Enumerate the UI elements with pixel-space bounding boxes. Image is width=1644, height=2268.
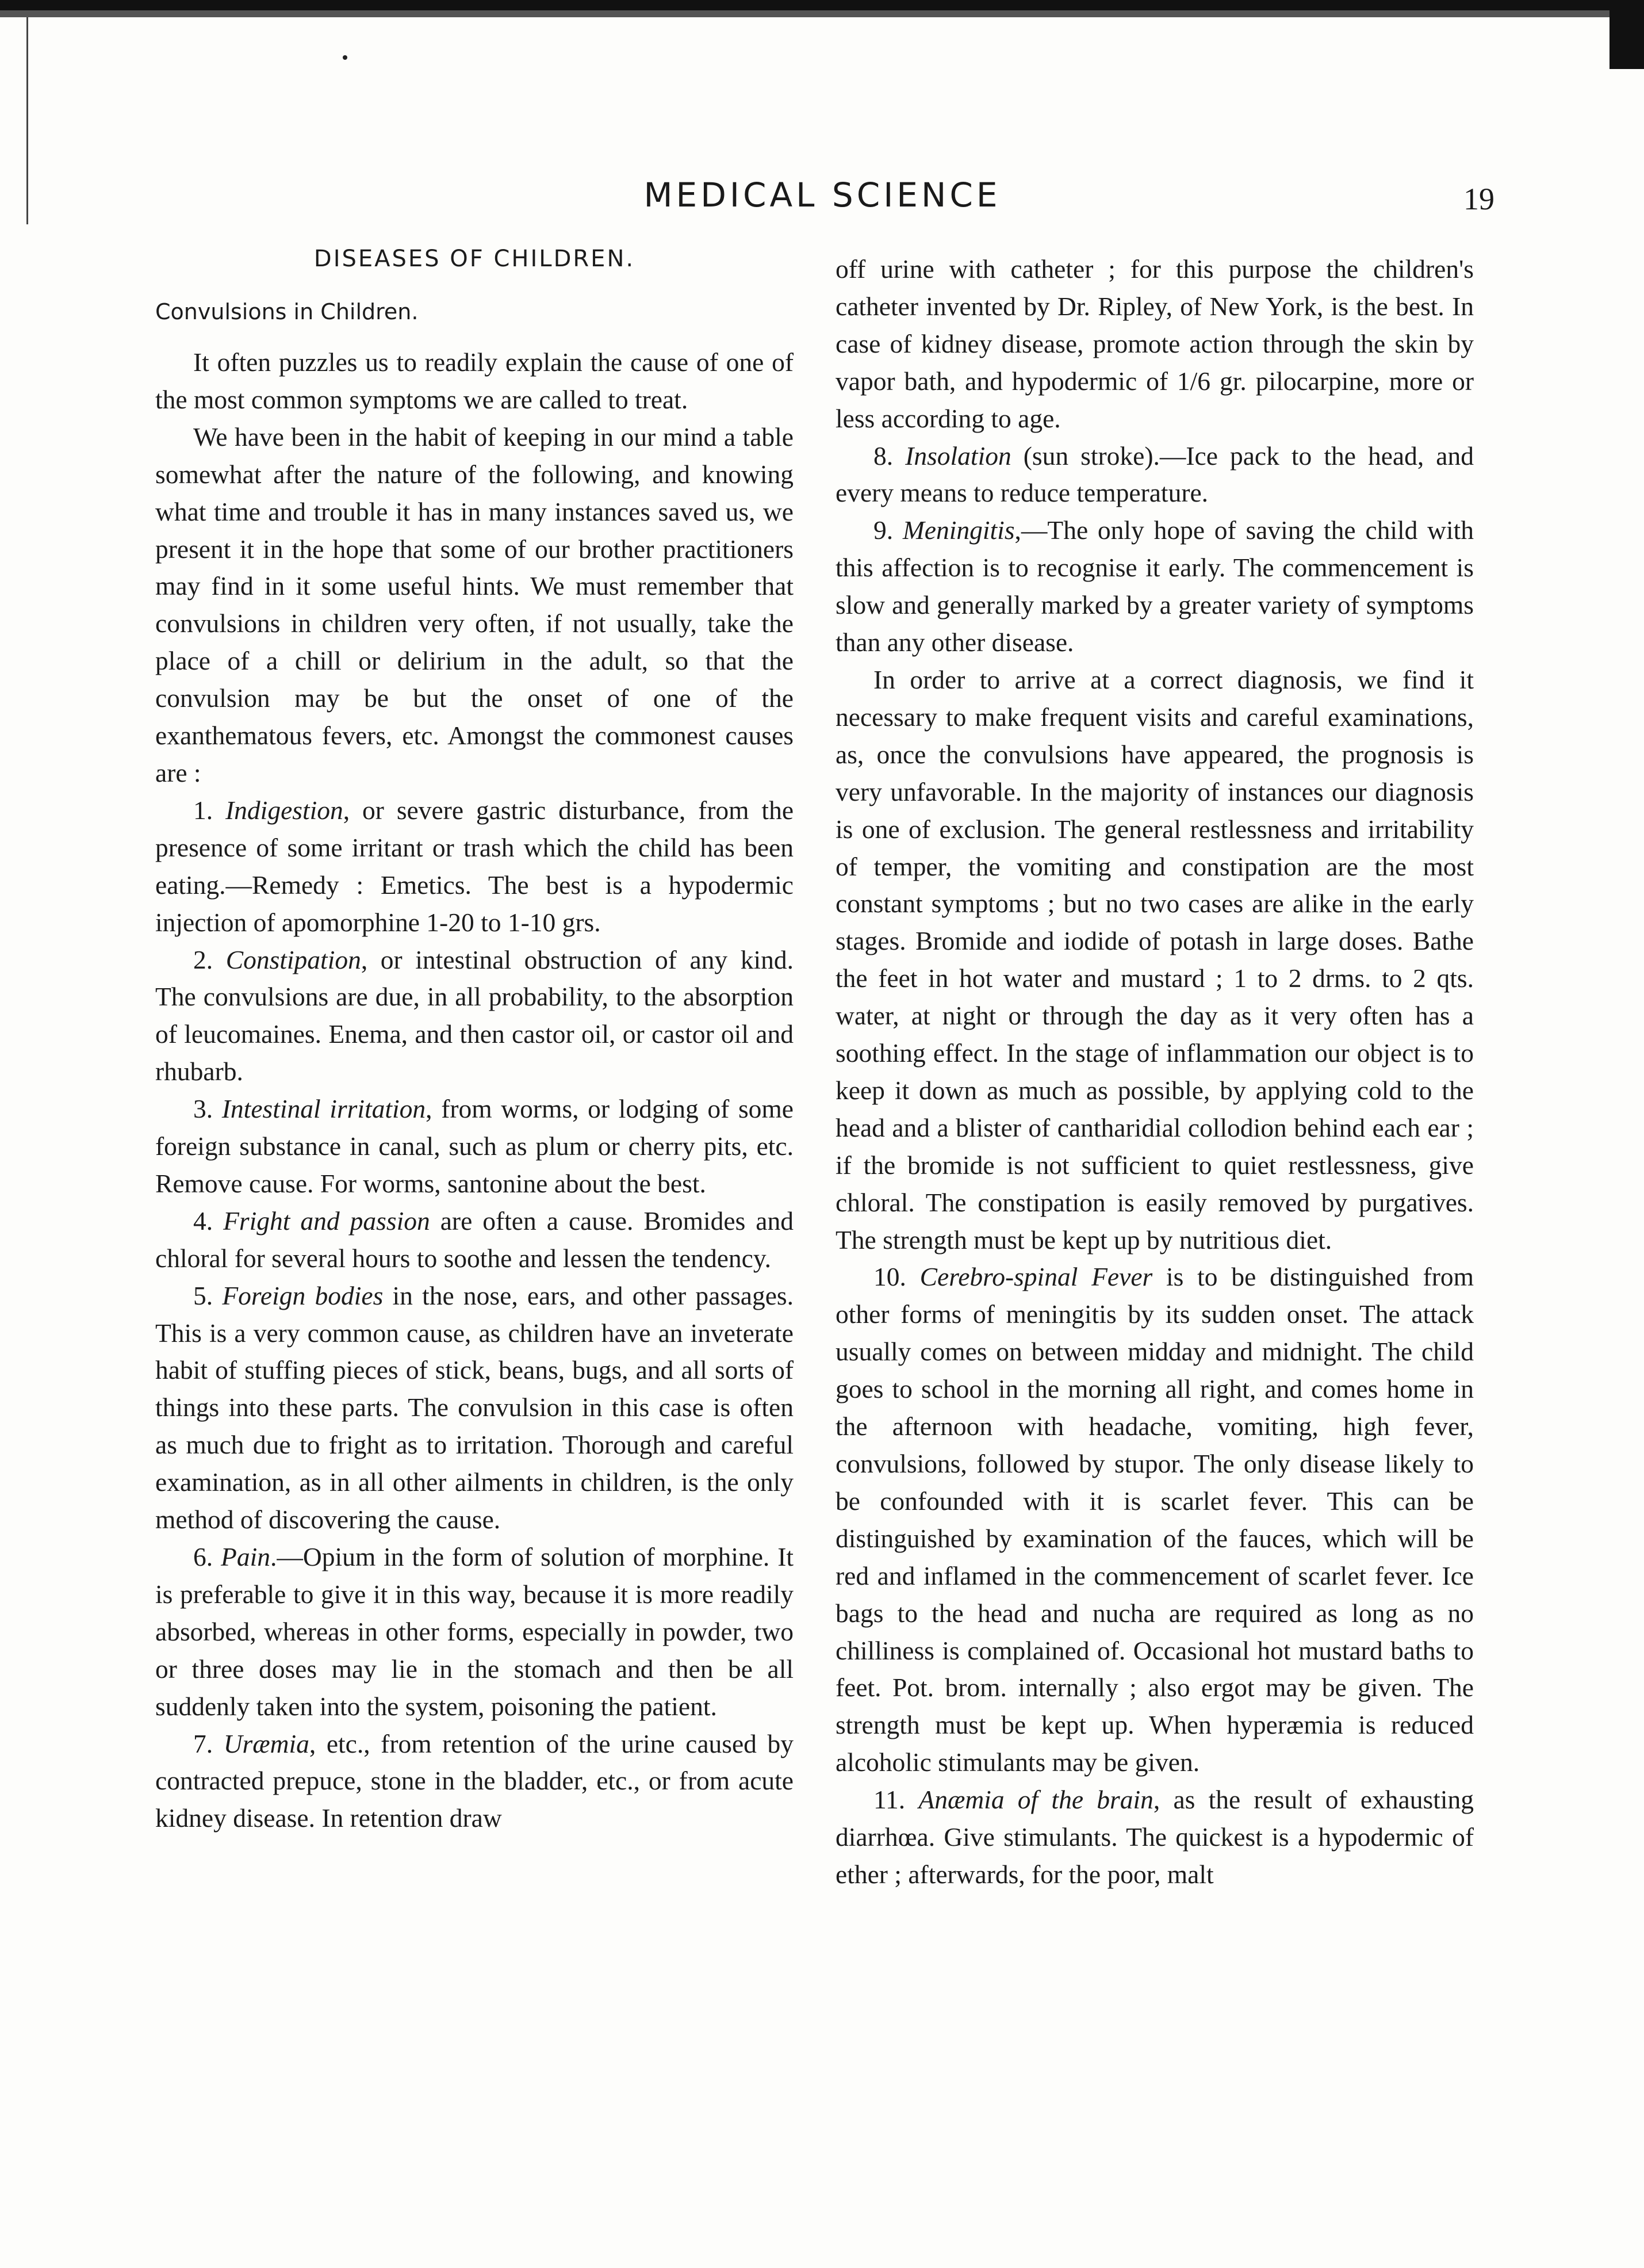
paragraph-text: It often puzzles us to readily explain the cause of one of the most common symptoms we are called to treat. [155, 347, 794, 414]
item-term: Insolation [905, 441, 1011, 471]
left-edge-mark [26, 17, 28, 224]
item-term: Foreign bodies [222, 1280, 384, 1310]
item-number: 9. [873, 515, 903, 545]
item-term: Meningitis [902, 515, 1015, 545]
paragraph [155, 1726, 794, 1838]
item-term: Anæmia of the brain [918, 1785, 1154, 1815]
paragraph [836, 1781, 1474, 1894]
paragraph-text: , or severe gastric disturbance, from the presence of some irritant or trash which the child has been eating.—Remedy : Emetics. The best is a hypodermic injection of apomorphine 1-20 to 1-10 grs. [155, 795, 794, 937]
item-term: Pain [221, 1542, 270, 1571]
item-term: Intestinal irritation [221, 1094, 426, 1124]
item-number: 7. [193, 1728, 224, 1758]
paragraph-text: is to be distinguished from other forms of meningitis by its sudden onset. The attack usually comes on between midday and midnight. The child goes to school in the morning all right, and comes home in the afternoon with headache, vomiting, high fever, convulsions, followed by stupor. The only disease likely to be confounded with it is scarlet fever. This can be distinguished by examination of the fauces, which will be red and inflamed in the commencement of scarlet fever. Ice bags to the head and nucha are required as long as no chilliness is complained of. Occasional hot mustard baths to feet. Pot. brom. internally ; also ergot may be given. The strength must be kept up. When hyperæmia is reduced alcoholic stimulants may be given. [836, 1262, 1474, 1777]
item-number: 5. [193, 1280, 223, 1310]
left-column [155, 242, 794, 1837]
item-number: 8. [873, 441, 906, 471]
running-head: MEDICAL SCIENCE [643, 175, 1001, 215]
paragraph [836, 438, 1474, 513]
item-number: 3. [193, 1094, 222, 1124]
item-term: Constipation [225, 944, 361, 974]
paragraph [155, 792, 794, 942]
paragraph [155, 419, 794, 792]
page-number: 19 [1463, 182, 1494, 216]
paragraph-text: , etc., from retention of the urine caused by contracted prepuce, stone in the bladder, etc., or from acute kidney disease. In retention draw [155, 1728, 794, 1833]
item-number: 4. [193, 1206, 224, 1236]
paragraph-text: .—Opium in the form of solution of morphine. It is preferable to give it in this way, because it is more readily absorbed, whereas in other forms, especially in powder, two or three doses may lie in the stomach and then be all suddenly taken into the system, poisoning the patient. [155, 1542, 794, 1721]
paragraph [155, 942, 794, 1091]
item-term: Indigestion [225, 795, 343, 825]
paragraph [836, 1259, 1474, 1781]
paragraph-text: , or intestinal obstruction of any kind. The convulsions are due, in all probability, to the absorption of leucomaines. Enema, and then castor oil, or castor oil and rhubarb. [155, 944, 794, 1087]
top-border-rule [0, 0, 1616, 17]
paragraph [155, 344, 794, 419]
right-column [836, 251, 1474, 1894]
item-number: 11. [873, 1785, 919, 1815]
paragraph-text: , as the result of exhausting diarrhœa. Give stimulants. The quickest is a hypodermic of ether ; afterwards, for the poor, malt [836, 1785, 1474, 1889]
paragraph-text: (sun stroke).—Ice pack to the head, and every means to reduce temperature. [836, 441, 1474, 508]
paragraph [155, 1091, 794, 1203]
item-term: Uræmia [223, 1728, 309, 1758]
paragraph-text: , from worms, or lodging of some foreign substance in canal, such as plum or cherry pits, etc. Remove cause. For worms, santonine about the best. [155, 1094, 794, 1198]
article-subheading: Convulsions in Children. [155, 299, 419, 324]
paragraph-text: We have been in the habit of keeping in our mind a table somewhat after the nature of the following, and knowing what time and trouble it has in many instances saved us, we present it in the hope that some of our brother practitioners may find in it some useful hints. We must remember that convulsions in children very often, if not usually, take the place of a chill or delirium in the adult, so that the convulsion may be but the onset of one of the exanthematous fevers, etc. Amongst the commonest causes are : [155, 422, 794, 787]
paragraph-text: off urine with catheter ; for this purpose the children's catheter invented by Dr. Ripley, of New York, is the best. In case of kidney disease, promote action through the skin by vapor bath, and hypodermic of 1/6 gr. pilocarpine, more or less according to age. [836, 254, 1474, 433]
paragraph-text: in the nose, ears, and other passages. This is a very common cause, as children have an inveterate habit of stuffing pieces of stick, beans, bugs, and all sorts of things into these parts. The convulsion in this case is often as much due to fright as to irritation. Thorough and careful examination, as in all other ailments in children, is the only method of discovering the cause. [155, 1280, 794, 1535]
right-edge-mark [1609, 0, 1644, 69]
paragraph [155, 1539, 794, 1726]
paragraph-text: In order to arrive at a correct diagnosis, we find it necessary to make frequent visits and careful examinations, as, once the convulsions have appeared, the prognosis is very unfavorable. In the majority of instances our diagnosis is one of exclusion. The general restlessness and irritability of temper, the vomiting and constipation are the most constant symptoms ; but no two cases are alike in the early stages. Bromide and iodide of potash in large doses. Bathe the feet in hot water and mustard ; 1 to 2 drms. to 2 qts. water, at night or through the day as it very often has a soothing effect. In the stage of inflammation our object is to keep it down as much as possible, by applying cold to the head and a blister of cantharidial collodion behind each ear ; if the bromide is not sufficient to quiet restlessness, give chloral. The constipation is easily removed by purgatives. The strength must be kept up by nutritious diet. [836, 664, 1474, 1255]
paragraph-text: are often a cause. Bromides and chloral for several hours to soothe and lessen the tendency. [155, 1206, 794, 1273]
right-paragraphs [836, 251, 1474, 1894]
item-number: 10. [873, 1262, 920, 1292]
item-term: Fright and passion [223, 1206, 430, 1236]
item-number: 1. [193, 795, 226, 825]
left-paragraphs [155, 344, 794, 1837]
paragraph-text: ,—The only hope of saving the child with this affection is to recognise it early. The commencement is slow and generally marked by a greater variety of symptoms than any other disease. [836, 515, 1474, 657]
item-term: Cerebro-spinal Fever [919, 1262, 1153, 1292]
ink-speck [343, 55, 347, 60]
paragraph [836, 512, 1474, 661]
item-number: 6. [193, 1542, 221, 1571]
paragraph [155, 1203, 794, 1278]
paragraph [155, 1278, 794, 1539]
paragraph [836, 251, 1474, 438]
section-heading: DISEASES OF CHILDREN. [313, 246, 635, 272]
item-number: 2. [193, 944, 226, 974]
paragraph [836, 661, 1474, 1259]
